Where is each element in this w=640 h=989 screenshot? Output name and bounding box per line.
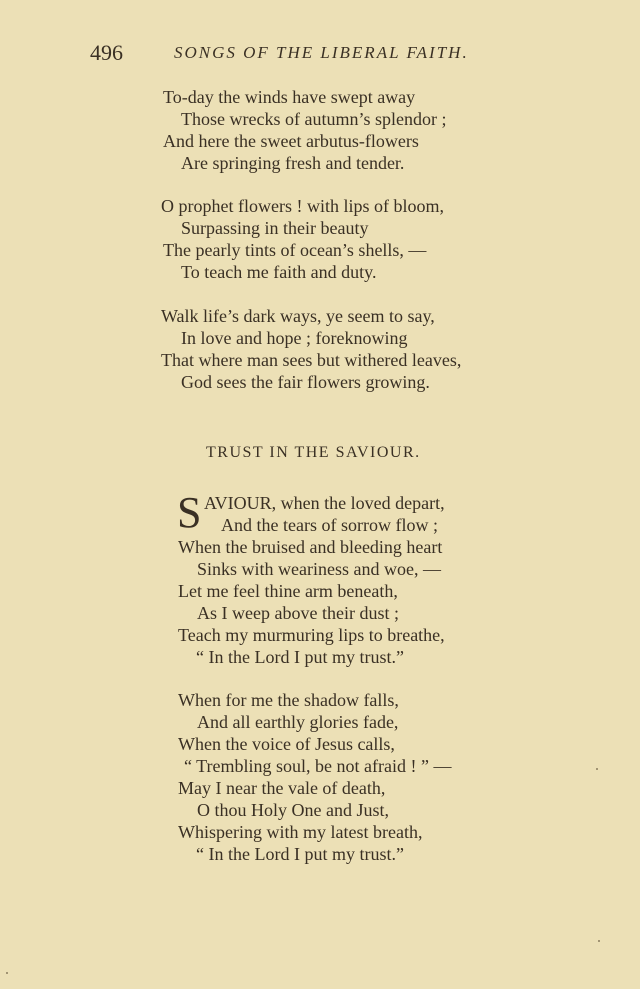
- poem-line: Teach my murmuring lips to breathe,: [178, 625, 445, 645]
- poem-line: May I near the vale of death,: [178, 778, 386, 798]
- paper-speck: [596, 768, 598, 770]
- poem-line: “ In the Lord I put my trust.”: [196, 647, 404, 667]
- poem-line: Walk life’s dark ways, ye seem to say,: [161, 306, 435, 326]
- poem-line: God sees the fair flowers growing.: [181, 372, 430, 392]
- running-title: SONGS OF THE LIBERAL FAITH.: [174, 43, 469, 62]
- page-number: 496: [90, 40, 123, 65]
- page-header: [90, 40, 510, 70]
- paper-speck: [598, 940, 600, 942]
- poem-line: When for me the shadow falls,: [178, 690, 399, 710]
- poem1-stanza-2: [0, 195, 640, 283]
- poem-line: Surpassing in their beauty: [181, 218, 369, 238]
- paper-speck: [6, 972, 8, 974]
- poem-title-text: TRUST IN THE SAVIOUR.: [206, 444, 421, 461]
- poem-line: Sinks with weariness and woe, —: [197, 559, 441, 579]
- poem-line: O prophet flowers ! with lips of bloom,: [161, 196, 444, 216]
- poem2-stanza-1: [0, 488, 640, 668]
- poem-line: To teach me faith and duty.: [181, 262, 377, 282]
- poem-line: Are springing fresh and tender.: [181, 153, 405, 173]
- poem-line: Whispering with my latest breath,: [178, 822, 423, 842]
- poem-line: In love and hope ; foreknowing: [181, 328, 408, 348]
- poem-line: When the bruised and bleeding heart: [178, 537, 443, 557]
- poem1-stanza-1: [0, 86, 640, 174]
- poem1-stanza-3: [0, 305, 640, 393]
- poem-line: And all earthly glories fade,: [197, 712, 399, 732]
- poem-line: And here the sweet arbutus-flowers: [163, 131, 419, 151]
- poem2-stanza-2: [0, 689, 640, 865]
- poem-line: “ In the Lord I put my trust.”: [196, 844, 404, 864]
- poem-line: Those wrecks of autumn’s splendor ;: [181, 109, 447, 129]
- poem-line: And the tears of sorrow flow ;: [221, 515, 438, 535]
- poem-line: Let me feel thine arm beneath,: [178, 581, 398, 601]
- poem-line: “ Trembling soul, be not afraid ! ” —: [184, 756, 452, 776]
- poem-line-first: AVIOUR, when the loved depart,: [204, 493, 445, 513]
- poem-line: O thou Holy One and Just,: [197, 800, 389, 820]
- poem-line: That where man sees but withered leaves,: [161, 350, 462, 370]
- poem-line: To-day the winds have swept away: [163, 87, 416, 107]
- poem-line: When the voice of Jesus calls,: [178, 734, 395, 754]
- poem-line: The pearly tints of ocean’s shells, —: [163, 240, 427, 260]
- drop-cap: S: [177, 488, 202, 537]
- poem-line: As I weep above their dust ;: [197, 603, 399, 623]
